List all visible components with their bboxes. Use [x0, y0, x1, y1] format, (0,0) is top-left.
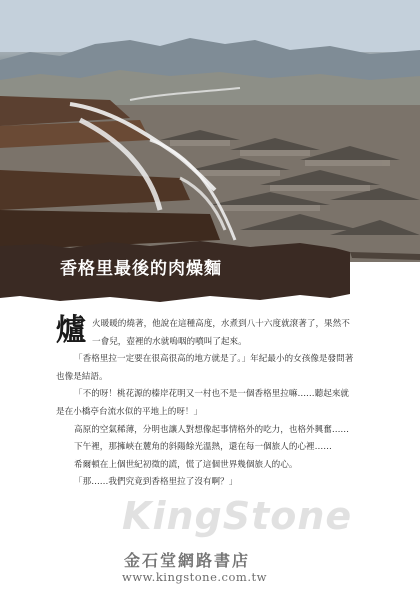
watermark-brand: KingStone	[122, 494, 353, 538]
watermark-store-name: 金石堂網路書店	[124, 551, 251, 570]
paragraph: 希爾頓在上個世紀初徵的謊，慌了這個世界幾個旅人的心。	[74, 459, 298, 470]
page-title: 香格里最後的肉燥麵	[60, 259, 222, 279]
header-photo	[0, 0, 420, 262]
rooftops-photo-illustration	[0, 0, 420, 262]
dropcap: 爐	[56, 313, 86, 348]
paragraph: 「那……我們究竟到香格里拉了沒有啊？」	[74, 477, 238, 488]
paragraph: 火暖暖的燒著，他說在這種高度，水煮到八十六度就滾著了，果然不一會兒，壺裡的水就嗚咽的噴叫了起來。	[92, 319, 350, 347]
watermark-url: www.kingstone.com.tw	[122, 570, 267, 584]
paragraph: 「香格里拉一定要在很高很高的地方就是了。」年紀最小的女孩像是發問著也像是結語。	[56, 354, 354, 382]
article-body	[56, 313, 356, 492]
paragraph: 高原的空氣稀薄，分明也讓人對想像起事情格外的吃力，也格外興奮……	[74, 424, 350, 435]
paragraph: 「不的呀！桃花源的榛岸花明又一村也不是一個香格里拉嘛……聽起來就是在小橋亭台流水似的平地上的呀！」	[56, 389, 350, 417]
paragraph: 下午裡，那擁峽在麓角的斜陽餘光溫熱，還在每一個旅人的心裡……	[74, 442, 332, 453]
